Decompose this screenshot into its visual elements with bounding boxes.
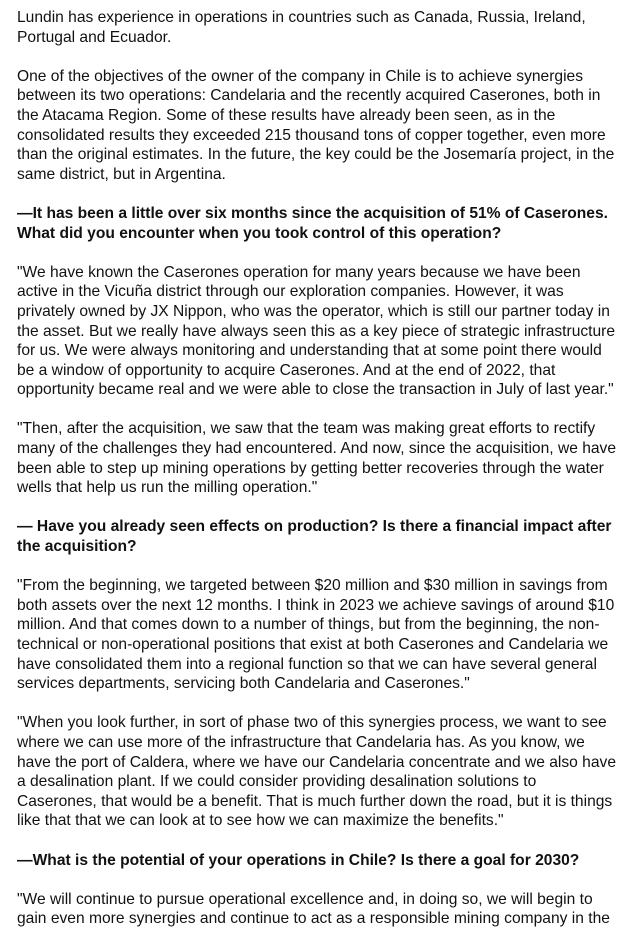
- interview-question: —It has been a little over six months since the acquisition of 51% of Caserones. What did you encounter when you took control of this operation?: [17, 204, 608, 242]
- answer-paragraph: "We will continue to pursue operational excellence and, in doing so, we will begin to gain even more synergies and continue to act as a responsible mining company in the: [17, 890, 610, 928]
- interview-question: —What is the potential of your operations in Chile? Is there a goal for 2030?: [17, 851, 580, 869]
- answer-paragraph: "We have known the Caserones operation for many years because we have been active in the Vicuña district through our exploration companies. However, it was privately owned by JX Nippon, who was the operator, which is still our partner today in the asset. But we really have always seen this as a key piece of strategic infrastructure for us. We were always monitoring and understanding that at some point there would be a window of opportunity to acquire Caserones. And at the end of 2022, that opportunity became real and we were able to close the transaction in July of last year.": [17, 263, 616, 399]
- article-body: [17, 8, 617, 929]
- answer-paragraph: "When you look further, in sort of phase two of this synergies process, we want to see where we can use more of the infrastructure that Candelaria has. As you know, we have the port of Caldera, where we have our Candelaria concentrate and we also have a desalination plant. If we could consider providing desalination solutions to Caserones, that would be a benefit. That is much further down the road, but it is things like that that we can look at to see how we can maximize the benefits.": [17, 714, 616, 830]
- synergies-paragraph: One of the objectives of the owner of the company in Chile is to achieve synergies between its two operations: Candelaria and the recently acquired Caserones, both in the Atacama Region. Some of these results have already been seen, as in the consolidated results they exceeded 215 thousand tons of copper together, even more than the original estimates. In the future, the key could be the Josemaría project, in the same district, but in Argentina.: [17, 67, 615, 183]
- answer-paragraph: "Then, after the acquisition, we saw that the team was making great efforts to rectify many of the challenges they had encountered. And now, since the acquisition, we have been able to step up mining operations by getting better recoveries through the water wells that help us run the milling operation.": [17, 420, 617, 497]
- intro-paragraph: Lundin has experience in operations in countries such as Canada, Russia, Ireland, Portugal and Ecuador.: [17, 9, 586, 46]
- answer-paragraph: "From the beginning, we targeted between $20 million and $30 million in savings from both assets over the next 12 months. I think in 2023 we achieve savings of around $10 million. And that comes down to a number of things, but from the beginning, the non-technical or non-operational positions that exist at both Caserones and Candelaria we have consolidated them into a regional function so that we can have several general services departments, servicing both Candelaria and Caserones.": [17, 577, 615, 693]
- interview-question: — Have you already seen effects on production? Is there a financial impact after the acquisition?: [17, 518, 612, 556]
